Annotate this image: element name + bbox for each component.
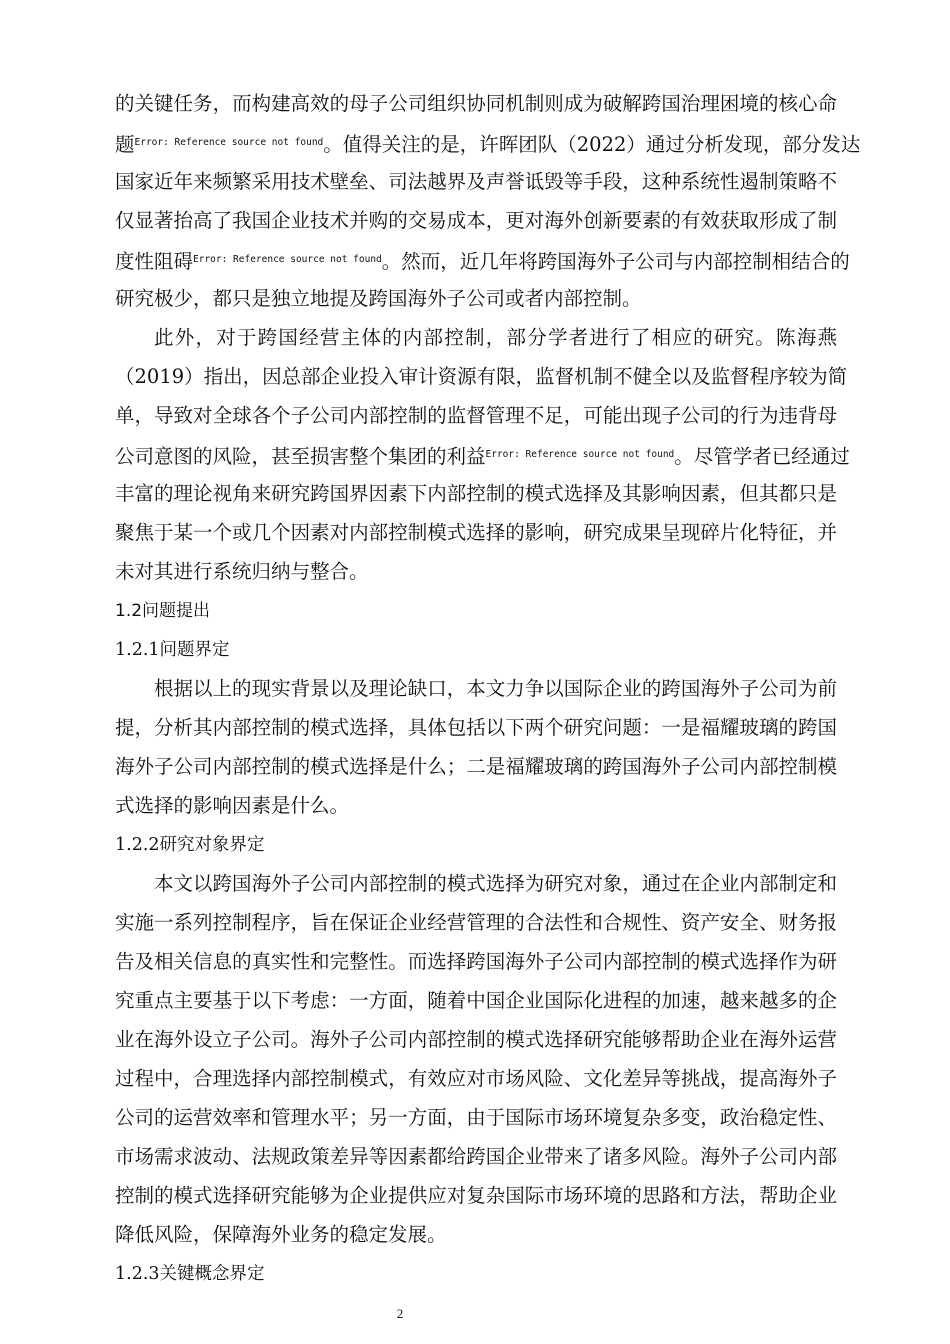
subsection-heading: 1.2.2研究对象界定: [115, 835, 265, 855]
paragraph-line: 过程中，合理选择内部控制模式，有效应对市场风险、文化差异等挑战，提高海外子: [115, 1067, 837, 1090]
line-text: 度性阻碍: [115, 250, 194, 273]
paragraph-line: 的关键任务，而构建高效的母子公司组织协同机制则成为破解跨国治理困境的核心命: [115, 92, 837, 115]
paragraph-line: 式选择的影响因素是什么。: [115, 794, 350, 817]
paragraph-line: 公司的运营效率和管理水平；另一方面，由于国际市场环境复杂多变，政治稳定性、: [115, 1106, 837, 1129]
section-heading: 1.2问题提出: [115, 601, 211, 621]
line-text: 题: [115, 133, 135, 156]
line-text: 。尽管学者已经通过: [674, 445, 850, 468]
paragraph-line: 此外，对于跨国经营主体的内部控制，部分学者进行了相应的研究。陈海燕: [154, 326, 837, 349]
paragraph-line: 聚焦于某一个或几个因素对内部控制模式选择的影响，研究成果呈现碎片化特征，并: [115, 521, 837, 544]
paragraph-line: 控制的模式选择研究能够为企业提供应对复杂国际市场环境的思路和方法，帮助企业: [115, 1184, 837, 1207]
paragraph-line: 根据以上的现实背景以及理论缺口，本文力争以国际企业的跨国海外子公司为前: [154, 677, 837, 700]
paragraph-line: 降低风险，保障海外业务的稳定发展。: [115, 1223, 447, 1246]
line-text: 。然而，近几年将跨国海外子公司与内部控制相结合的: [381, 250, 850, 273]
paragraph-line: （2019）指出，因总部企业投入审计资源有限，监督机制不健全以及监督程序较为简: [115, 365, 848, 388]
paragraph-line: 告及相关信息的真实性和完整性。而选择跨国海外子公司内部控制的模式选择作为研: [115, 950, 837, 973]
paragraph-line: 提，分析其内部控制的模式选择，具体包括以下两个研究问题：一是福耀玻璃的跨国: [115, 716, 837, 739]
paragraph-line: 仅显著抬高了我国企业技术并购的交易成本，更对海外创新要素的有效获取形成了制: [115, 209, 837, 232]
paragraph-line: 业在海外设立子公司。海外子公司内部控制的模式选择研究能够帮助企业在海外运营: [115, 1028, 837, 1051]
paragraph-line: [115, 443, 850, 467]
paragraph-line: [115, 248, 850, 272]
paragraph-line: 单，导致对全球各个子公司内部控制的监督管理不足，可能出现子公司的行为违背母: [115, 404, 837, 427]
page-number: 2: [396, 1306, 404, 1321]
line-text: 。值得关注的是，许晖团队（2022）通过分析发现，部分发达: [323, 133, 861, 156]
paragraph-line: 国家近年来频繁采用技术壁垒、司法越界及声誉诋毁等手段，这种系统性遏制策略不: [115, 170, 837, 193]
reference-error: Error: Reference source not found: [134, 137, 324, 148]
subsection-heading: 1.2.1问题界定: [115, 640, 230, 660]
reference-error: Error: Reference source not found: [193, 254, 382, 265]
subsection-heading: 1.2.3关键概念界定: [115, 1264, 265, 1284]
paragraph-line: 市场需求波动、法规政策差异等因素都给跨国企业带来了诸多风险。海外子公司内部: [115, 1145, 837, 1168]
paragraph-line: 究重点主要基于以下考虑：一方面，随着中国企业国际化进程的加速，越来越多的企: [115, 989, 837, 1012]
paragraph-line: 海外子公司内部控制的模式选择是什么；二是福耀玻璃的跨国海外子公司内部控制模: [115, 755, 837, 778]
paragraph-line: 本文以跨国海外子公司内部控制的模式选择为研究对象，通过在企业内部制定和: [154, 872, 837, 895]
paragraph-line: 丰富的理论视角来研究跨国界因素下内部控制的模式选择及其影响因素，但其都只是: [115, 482, 837, 505]
reference-error: Error: Reference source not found: [485, 449, 675, 460]
line-text: 公司意图的风险，甚至损害整个集团的利益: [115, 445, 486, 468]
paragraph-line: [115, 131, 860, 155]
paragraph-line: 研究极少，都只是独立地提及跨国海外子公司或者内部控制。: [115, 287, 642, 310]
paragraph-line: 未对其进行系统归纳与整合。: [115, 560, 369, 583]
paragraph-line: 实施一系列控制程序，旨在保证企业经营管理的合法性和合规性、资产安全、财务报: [115, 911, 837, 934]
